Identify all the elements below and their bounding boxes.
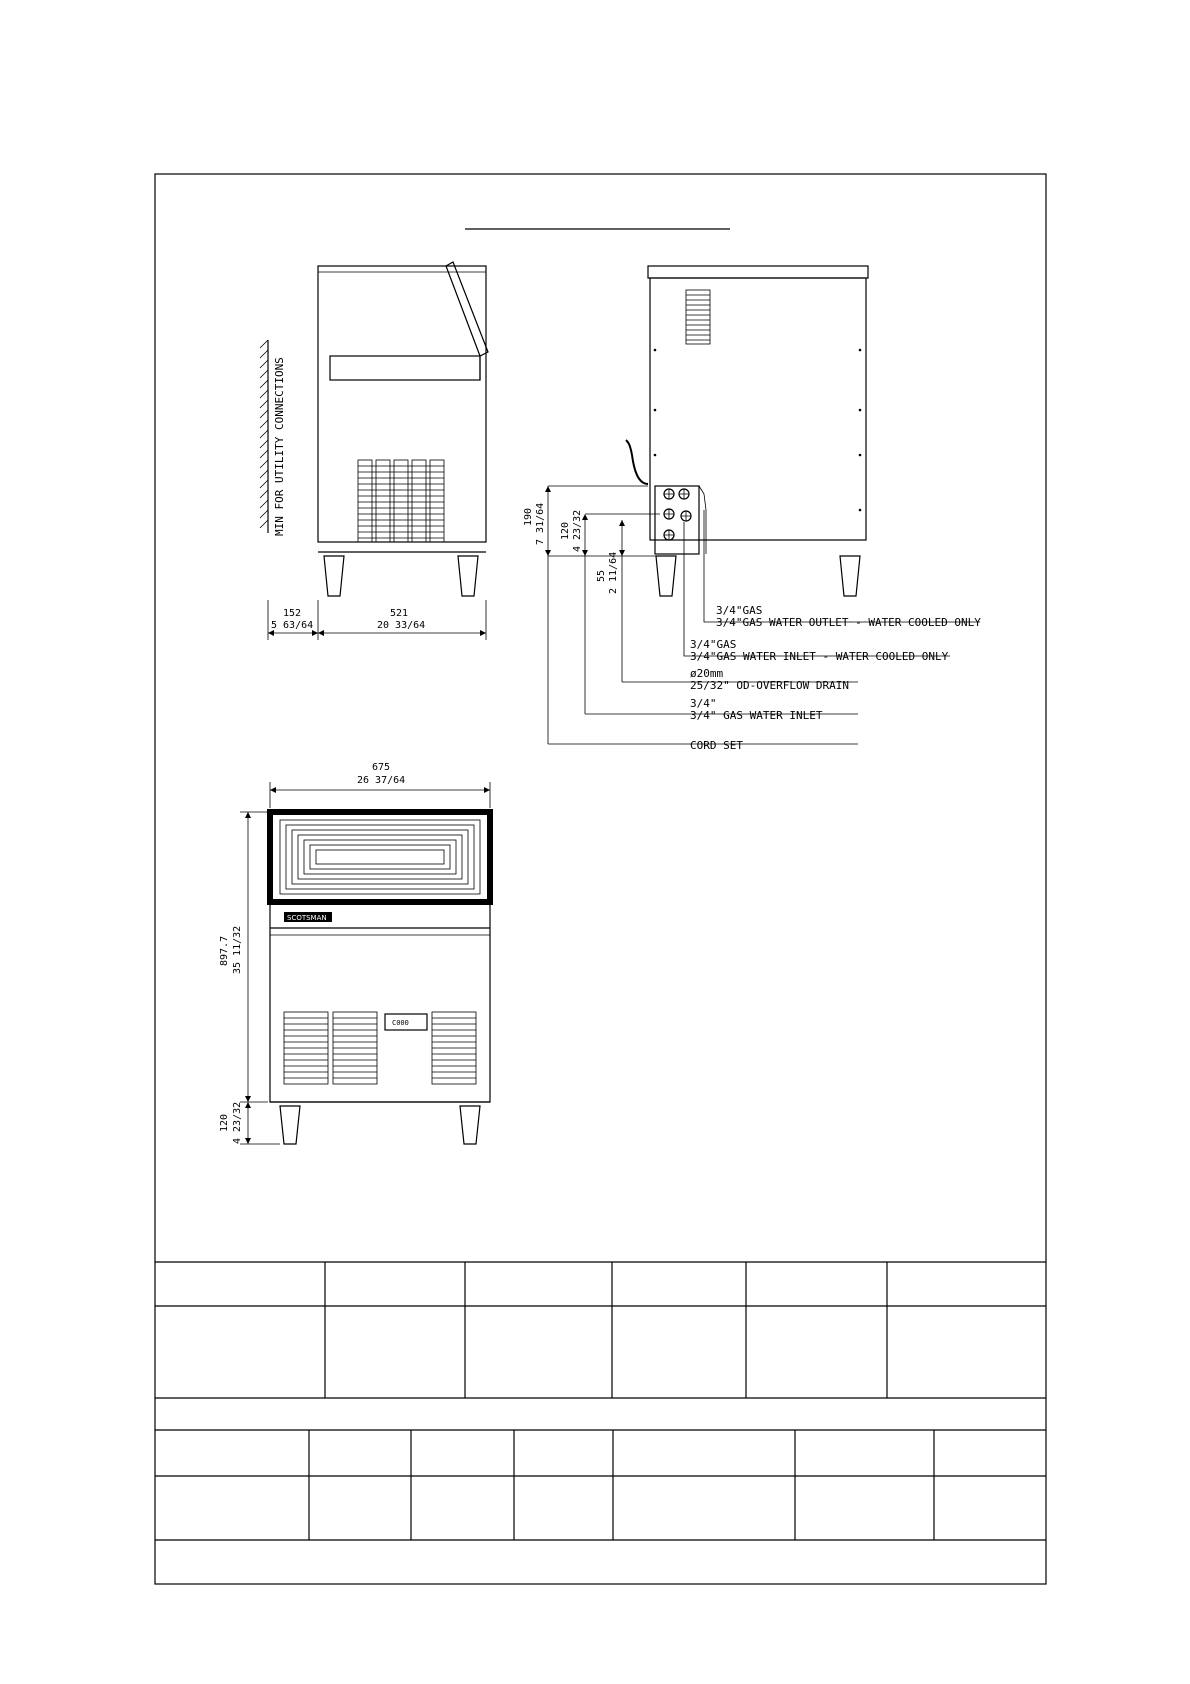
side-view bbox=[260, 262, 488, 640]
rear-vent bbox=[686, 290, 710, 344]
rear-top bbox=[648, 266, 868, 278]
rear-view bbox=[523, 266, 981, 752]
dim-leg-in: 4 23/32 bbox=[232, 1101, 243, 1144]
callout-1-line1: 3/4"GAS bbox=[716, 604, 763, 617]
dim-depth-in: 20 33/64 bbox=[377, 620, 426, 631]
callout-2-line1: 3/4"GAS bbox=[690, 638, 737, 651]
side-leg-right bbox=[458, 556, 478, 596]
dim-leg-mm: 120 bbox=[219, 1113, 230, 1132]
front-leg-left bbox=[280, 1106, 300, 1144]
clearance-label: MIN FOR UTILITY CONNECTIONS bbox=[273, 357, 286, 536]
dim-height-mm: 897.7 bbox=[219, 935, 230, 966]
dim-b-mm: 120 bbox=[560, 521, 571, 540]
callout-2-line2: 3/4"GAS WATER INLET - WATER COOLED ONLY bbox=[690, 650, 949, 663]
callout-4-line1: 3/4" bbox=[690, 697, 717, 710]
dim-b-in: 4 23/32 bbox=[572, 509, 583, 552]
callout-4-line2: 3/4" GAS WATER INLET bbox=[690, 709, 823, 722]
rear-leg-right bbox=[840, 556, 860, 596]
dim-clearance-in: 5 63/64 bbox=[271, 620, 314, 631]
dim-width-mm: 675 bbox=[372, 762, 391, 773]
front-grille-center bbox=[333, 1012, 377, 1084]
front-cabinet bbox=[270, 812, 490, 1102]
dim-width-in: 26 37/64 bbox=[357, 775, 406, 786]
dim-c-mm: 55 bbox=[596, 569, 607, 582]
side-lid bbox=[446, 262, 488, 356]
fittings bbox=[664, 489, 691, 540]
dim-clearance-mm: 152 bbox=[283, 608, 302, 619]
front-grille-left bbox=[284, 1012, 328, 1084]
rear-leg-left bbox=[656, 556, 676, 596]
spec-table-2 bbox=[155, 1430, 1046, 1540]
brand-badge-text: SCOTSMAN bbox=[287, 914, 327, 922]
side-panel bbox=[330, 356, 480, 380]
front-view bbox=[219, 762, 490, 1144]
side-vent-grille bbox=[358, 460, 444, 542]
dim-a-in: 7 31/64 bbox=[535, 502, 546, 545]
front-grille-right bbox=[432, 1012, 476, 1084]
drawing-frame bbox=[155, 174, 1046, 1584]
callout-3-line1: ø20mm bbox=[690, 667, 724, 680]
bin-door bbox=[270, 812, 490, 902]
bin-door-pattern bbox=[280, 820, 480, 894]
callout-1-line2: 3/4"GAS WATER OUTLET - WATER COOLED ONLY bbox=[716, 616, 981, 629]
rear-screws bbox=[654, 349, 862, 512]
dim-height-in: 35 11/32 bbox=[232, 925, 243, 974]
callout-5-line2: CORD SET bbox=[690, 739, 743, 752]
side-leg-left bbox=[324, 556, 344, 596]
connection-plate bbox=[655, 486, 699, 554]
front-leg-right bbox=[460, 1106, 480, 1144]
power-cord bbox=[626, 440, 648, 484]
dim-depth-mm: 521 bbox=[390, 608, 409, 619]
control-display-text: C000 bbox=[392, 1019, 409, 1027]
spec-table-1 bbox=[155, 1262, 1046, 1398]
wall-hatch bbox=[260, 340, 268, 528]
dim-c-in: 2 11/64 bbox=[608, 551, 619, 594]
callout-3-line2: 25/32" OD-OVERFLOW DRAIN bbox=[690, 679, 849, 692]
side-cabinet bbox=[318, 266, 486, 542]
dim-a-mm: 190 bbox=[523, 507, 534, 526]
rear-cabinet bbox=[650, 278, 866, 540]
